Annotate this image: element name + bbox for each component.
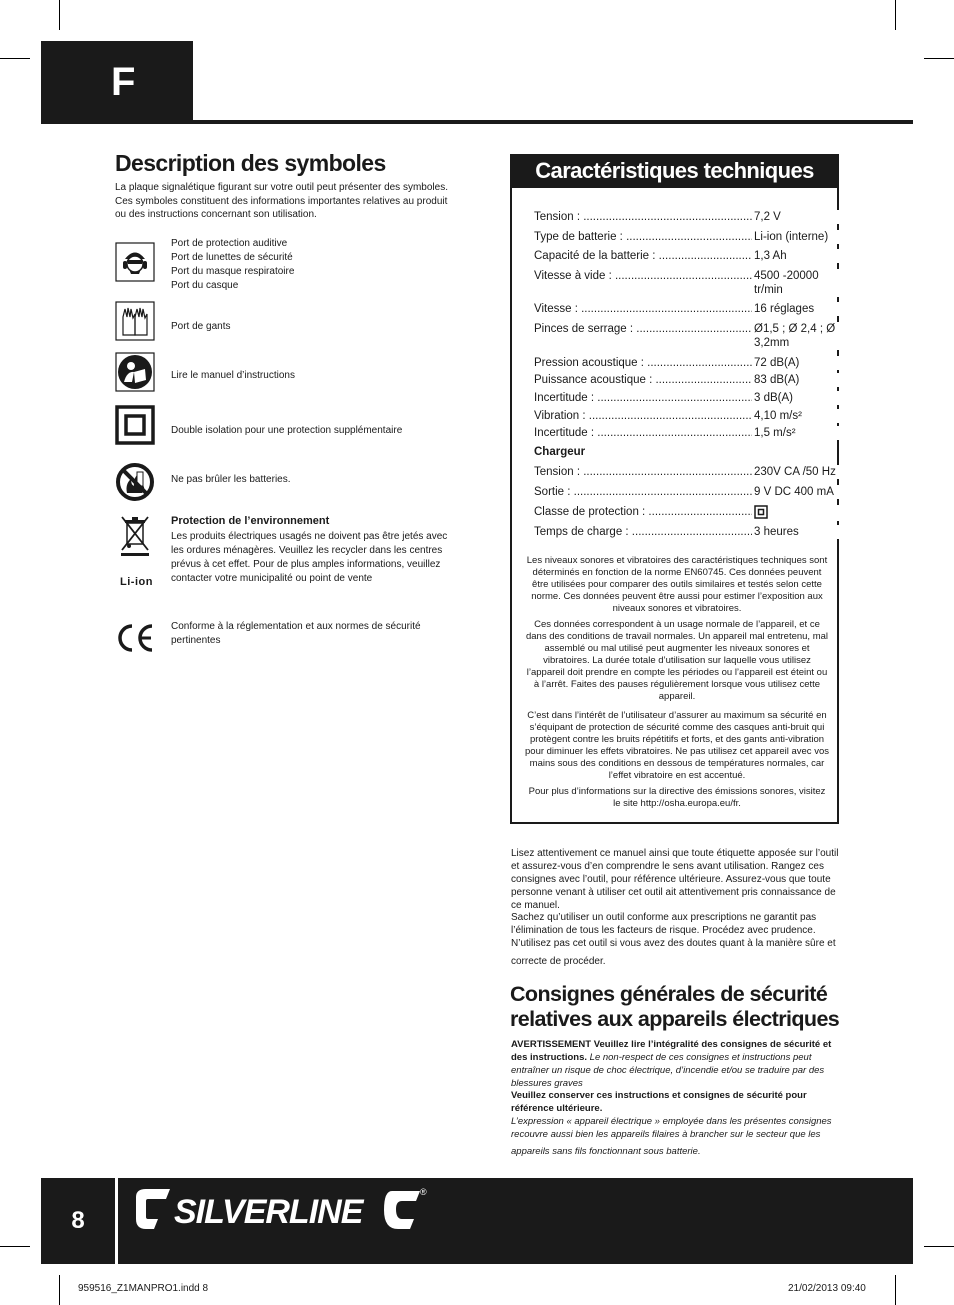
symbol-text: Conforme à la réglementation et aux normes de sécurité pertinentes — [171, 621, 421, 646]
spec-label: Type de batterie : ..... — [534, 230, 752, 244]
page-number: 8 — [71, 1207, 85, 1234]
safety-title-line: Consignes générales de sécurité — [510, 982, 828, 1006]
intro-paragraph: Sachez qu’utiliser un outil conforme aux prescriptions ne garantit pas l’élimination de tous les facteurs de risque. Procédez avec prudence. N’utilisez pas cet outil si vous avez des doutes quant à la manière sûre et — [511, 912, 836, 949]
spec-value: 230V CA /50 Hz — [752, 465, 839, 479]
spec-label: Incertitude : ..... — [534, 426, 752, 440]
crop-mark — [59, 0, 60, 30]
spec-label: Puissance acoustique : ..... — [534, 373, 752, 387]
crop-mark — [0, 58, 30, 59]
spec-value: 3 dB(A) — [752, 391, 839, 405]
crop-mark — [0, 1246, 30, 1247]
file-slug: 959516_Z1MANPRO1.indd 8 — [78, 1283, 209, 1294]
spec-label: Temps de charge : ..... — [534, 525, 752, 539]
ppe-icon — [115, 242, 155, 282]
intro-paragraph: Lisez attentivement ce manuel ainsi que toute étiquette apposée sur l’outil et assurez-vous d’en comprendre le sens avant utilisation. Rangez ces consignes avec l’outil, pour référence ultérieure. Assurez-vous que toute personne venant à utiliser cet outil ait attentivement pris connaissance de ce manuel. — [511, 848, 839, 911]
safety-title — [510, 982, 839, 1032]
warning-italic: Le non-respect de ces consignes et instructions peut entraîner un risque de choc électrique, d’incendie et/ou se traduire par des blessures graves — [511, 1052, 825, 1089]
symbol-text: Port de gants — [171, 321, 231, 332]
symbol-text-line: Port de protection auditive — [171, 238, 288, 249]
environment-text: Les produits électriques usagés ne doivent pas être jetés avec les ordures ménagères. Veuillez les recycler dans les centres prévus à cet effet. Pour de plus amples informations, veuillez contacter votre municipalité ou point de vente — [171, 531, 448, 584]
environment-heading: Protection de l’environnement — [171, 515, 330, 527]
crop-mark — [895, 0, 896, 30]
spec-label: Tension : ..... — [534, 210, 752, 224]
spec-label: Vitesse à vide : ..... — [534, 269, 752, 283]
crop-mark — [59, 1275, 60, 1305]
symbols-title: Description des symboles — [115, 150, 386, 176]
spec-label: Capacité de la batterie : ..... — [534, 249, 752, 263]
spec-value: 3 heures — [752, 525, 839, 539]
spec-value — [752, 505, 839, 521]
specs-note: Pour plus d’informations sur la directive des émissions sonores, visitez le site http://osha.europa.eu/fr. — [528, 786, 826, 809]
double-insulation-icon — [754, 505, 768, 519]
silverline-logo — [130, 1183, 430, 1235]
weee-icon-label: Li-ion — [120, 576, 153, 588]
ce-mark-icon — [115, 618, 155, 658]
specs-box — [510, 154, 839, 824]
spec-value: 7,2 V — [752, 210, 839, 224]
brand-text: SILVERLINE — [174, 1193, 363, 1231]
spec-value: 16 réglages — [752, 302, 839, 316]
safety-definition: appareils sans fils fonctionnant sous batterie. — [511, 1146, 701, 1157]
crop-mark — [895, 1275, 896, 1305]
crop-mark — [924, 1246, 954, 1247]
safety-title-line: relatives aux appareils électriques — [510, 1007, 840, 1031]
spec-value: 4,10 m/s² — [752, 409, 839, 423]
spec-label: Tension : ..... — [534, 465, 752, 479]
warning-bold: AVERTISSEMENT Veuillez lire l’intégralité des consignes de sécurité et des instructions. — [511, 1039, 832, 1063]
spec-value: 1,5 m/s² — [752, 426, 839, 440]
safety-definition: L’expression « appareil électrique » employée dans les présentes consignes recouvre aussi bien les appareils filaires à brancher sur le secteur que les — [511, 1116, 832, 1140]
registered-mark: ® — [420, 1187, 427, 1197]
weee-icon — [115, 514, 155, 560]
spec-label: Incertitude : ..... — [534, 391, 752, 405]
silverline-logo-mark — [130, 1183, 430, 1235]
spec-label: Vibration : ..... — [534, 409, 752, 423]
crop-mark — [924, 58, 954, 59]
spec-value: 83 dB(A) — [752, 373, 839, 387]
specs-title: Caractéristiques techniques — [512, 156, 837, 188]
manual-icon — [115, 352, 155, 392]
symbol-text: Double isolation pour une protection supplémentaire — [171, 425, 403, 436]
language-tab-label: F — [111, 59, 136, 104]
spec-value: Li-ion (interne) — [752, 230, 839, 244]
language-tab — [41, 41, 193, 123]
charger-heading: Chargeur — [534, 446, 586, 458]
symbols-intro: La plaque signalétique figurant sur votre outil peut présenter des symboles. Ces symboles constituent des informations importantes relatives au produit ou des instructions concernant son utilisation. — [115, 182, 448, 220]
spec-label: Pression acoustique : ..... — [534, 356, 752, 370]
no-burn-battery-icon — [115, 462, 155, 502]
spec-label: Vitesse : ..... — [534, 302, 752, 316]
double-insulation-icon — [115, 405, 155, 445]
date-slug: 21/02/2013 09:40 — [788, 1283, 866, 1294]
specs-note: C’est dans l’intérêt de l’utilisateur d’assurer au maximum sa sécurité en s’équipant de protection de sécurité comme des casques anti-bruit qui protègent contre les bruits répétitifs et forts, et des gants anti-vibration pour diminuer les effets vibratoires. Ne pas utilisez cet appareil avec vos mains sous des conditions en dessous de températures normales, car l’effet vibratoire en est accentué. — [525, 710, 829, 781]
intro-paragraph: correcte de procéder. — [511, 956, 606, 967]
spec-label: Pinces de serrage : ..... — [534, 322, 752, 336]
symbol-text-line: Port du masque respiratoire — [171, 266, 295, 277]
symbol-text: Lire le manuel d’instructions — [171, 370, 295, 381]
footer-separator — [115, 1178, 118, 1264]
spec-label: Classe de protection : ..... — [534, 505, 752, 519]
gloves-icon — [115, 301, 155, 341]
header-rule — [41, 120, 913, 124]
symbol-text: Ne pas brûler les batteries. — [171, 474, 291, 485]
spec-value: 4500 -20000 tr/min — [752, 269, 839, 297]
spec-value: 9 V DC 400 mA — [752, 485, 839, 499]
spec-label: Sortie : ..... — [534, 485, 752, 499]
safety-warning — [511, 1038, 843, 1090]
spec-value: 72 dB(A) — [752, 356, 839, 370]
specs-note: Ces données correspondent à un usage normale de l’appareil, et ce dans des conditions de travail normales. Un appareil mal entretenu, mal assemblé ou mal utilisé peut augmenter les niveaux sonores et vibratoires. La durée totale d’utilisation sur laquelle vous utilisez l’appareil doit prendre en compte les périodes ou l’appareil est éteint ou à l’arrêt. Faites des pauses régulièrement lorsque vous utilisez cette appareil. — [525, 619, 829, 702]
specs-note: Les niveaux sonores et vibratoires des caractéristiques techniques sont déterminés en fonction de la norme EN60745. Ces données peuvent être utilisées pour comparer des outils similaires et testés selon cette norme. Ces données peuvent être aussi pour estimer l’exposition aux niveaux sonores et vibratoires. — [526, 555, 828, 614]
spec-value: Ø1,5 ; Ø 2,4 ; Ø 3,2mm — [752, 322, 839, 350]
spec-value: 1,3 Ah — [752, 249, 839, 263]
safety-keep: Veuillez conserver ces instructions et consignes de sécurité pour référence ultérieure. — [511, 1090, 807, 1114]
symbol-text-line: Port du casque — [171, 280, 239, 291]
symbol-text-line: Port de lunettes de sécurité — [171, 252, 293, 263]
